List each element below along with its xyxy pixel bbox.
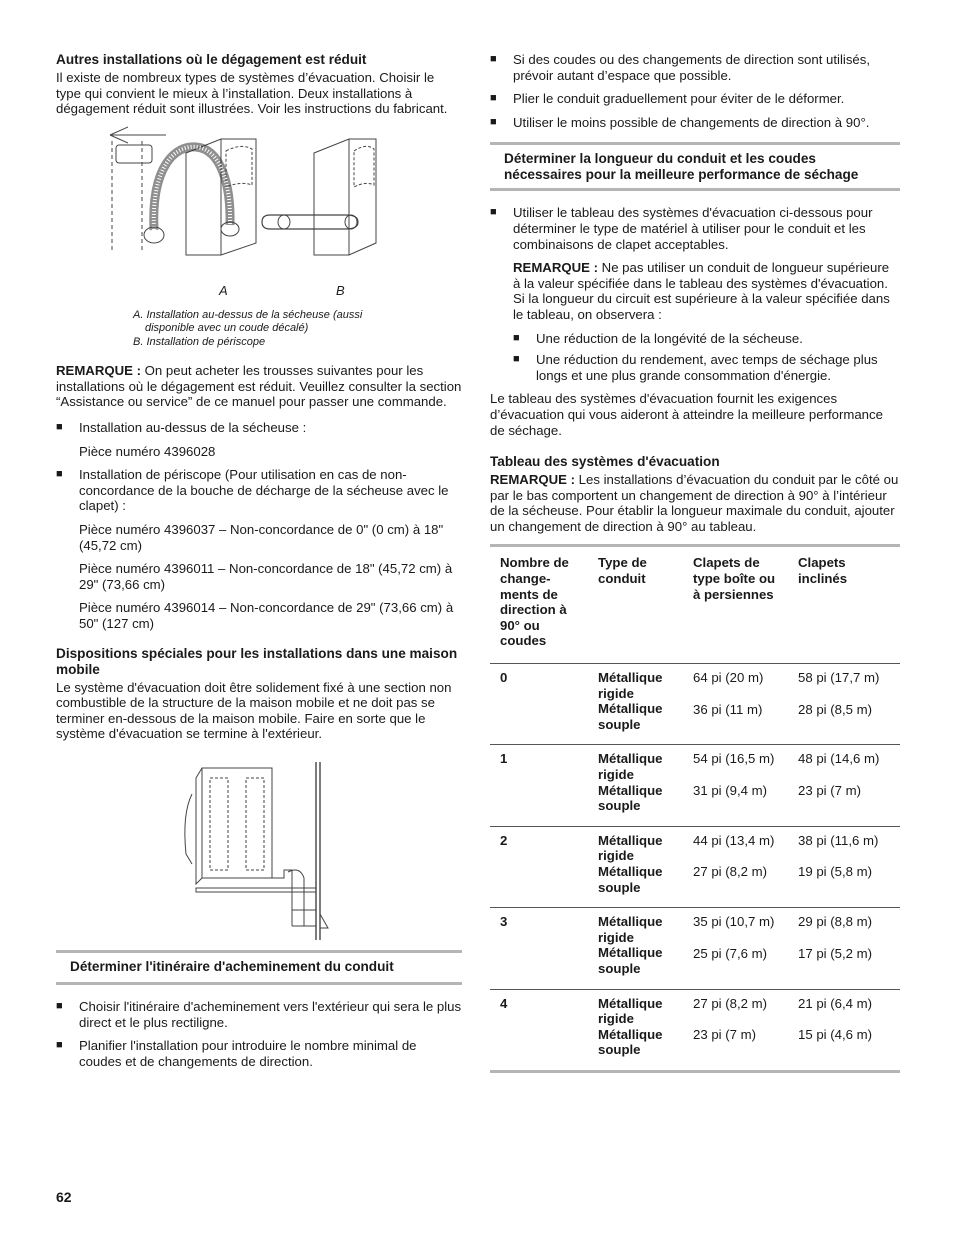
cell-box-hood [683,745,788,826]
cell-duct-type-value: Métallique souple [598,945,663,976]
cell-box-hood-value: 44 pi (13,4 m) [693,832,775,848]
mobile-home-illustration [56,754,462,940]
cell-elbows [490,745,588,826]
duct-length-list [490,205,900,383]
cell-duct-type-value: Métallique souple [598,863,663,895]
table-title: Tableau des systèmes d'évacuation [490,454,720,470]
cell-duct-type [588,989,683,1071]
cell-box-hood [683,989,788,1071]
section-banner-duct-route [56,950,462,985]
caption-a-line1: A. Installation au-dessus de la sécheuse (aussi [133,308,363,321]
cell-duct-type-value: Métallique rigide [598,914,663,945]
cell-elbows [490,908,588,989]
remark-length [513,260,900,322]
cell-elbows-value: 1 [500,751,508,767]
right-column [490,52,900,1073]
table-header-row [490,546,900,664]
cell-box-hood-value: 64 pi (20 m) [693,670,764,686]
list-item [490,205,900,383]
cell-elbows-value: 0 [500,670,508,686]
section-heading-reduced-clearance: Autres installations où le dégagement est réduit [56,52,367,67]
cell-box-hood-value: 36 pi (11 m) [693,701,763,717]
dryer-installation-drawing [56,125,462,305]
remark-label: REMARQUE : [56,363,141,379]
cell-elbows [490,826,588,907]
caption-a-line2: disponible avec un coude décalé) [145,322,309,335]
cell-angled-hood-value: 17 pi (5,2 m) [798,945,873,961]
list-item-text: ■ Utiliser le tableau des systèmes d'évacuation ci-dessous pour déterminer le type de matériel à utiliser pour le conduit et les combinaisons de clapet acceptables. [513,205,873,252]
figure-label-b: B [336,282,345,298]
figure-caption [133,309,462,350]
consequence-list [513,331,900,384]
cell-angled-hood-value: 28 pi (8,5 m) [798,701,873,717]
list-item: ■ Si des coudes ou des changements de direction sont utilisés, prévoir autant d’espace que possible. [490,52,900,83]
list-item: ■ Une réduction de la longévité de la sécheuse. [513,331,900,347]
remark-label: REMARQUE : [490,472,575,488]
cell-box-hood [683,664,788,745]
elbow-tips-list [490,52,900,130]
col-header-box-hood: Clapets de type boîte ou à persiennes [693,555,776,602]
list-item: ■ Une réduction du rendement, avec temps de séchage plus longs et une plus grande consommation d'énergie. [513,352,900,383]
list-item: ■ Installation de périscope (Pour utilisation en cas de non-concordance de la bouche de décharge de la sécheuse avec le clapet) : [56,467,462,514]
caption-b: B. Installation de périscope [133,335,266,348]
section-heading-duct-length: Déterminer la longueur du conduit et les coudes nécessaires pour la meilleure performance de séchage [504,151,859,183]
cell-angled-hood-value: 15 pi (4,6 m) [798,1027,873,1043]
cell-elbows [490,989,588,1071]
part-number: Pièce numéro 4396028 [79,443,216,459]
cell-elbows-value: 2 [500,832,508,848]
cell-elbows-value: 3 [500,914,508,930]
cell-elbows-value: 4 [500,995,508,1011]
cell-duct-type-value: Métallique rigide [598,670,663,701]
part-number: Pièce numéro 4396014 – Non-concordance de 29" (73,66 cm) à 50" (127 cm) [79,600,454,631]
col-header-angled-hood: Clapets inclinés [798,555,848,587]
clearance-illustration [56,125,462,305]
remark-kits [56,363,462,410]
cell-angled-hood-value: 38 pi (11,6 m) [798,832,879,848]
part-number: Pièce numéro 4396037 – Non-concordance de 0" (0 cm) à 18" (45,72 cm) [79,522,444,553]
list-item: ■ Planifier l'installation pour introduire le nombre minimal de coudes et de changements de direction. [56,1038,462,1069]
page-number: 62 [56,1189,72,1205]
cell-duct-type-value: Métallique souple [598,701,663,732]
route-list [56,999,462,1069]
remark-label: REMARQUE : [513,260,598,276]
cell-box-hood [683,908,788,989]
remark-text: On peut acheter les trousses suivantes pour les installations où le dégagement est réduit. Veuillez consulter la section “Assistance ou service” de ce manuel pour passer une commande. [56,363,462,410]
cell-box-hood-value: 27 pi (8,2 m) [693,995,768,1011]
cell-angled-hood-value: 48 pi (14,6 m) [798,751,880,767]
cell-box-hood-value: 25 pi (7,6 m) [693,945,768,961]
part-number: Pièce numéro 4396011 – Non-concordance de 18" (45,72 cm) à 29" (73,66 cm) [79,561,453,592]
section-heading-duct-route: Déterminer l'itinéraire d'acheminement du conduit [70,958,394,974]
cell-angled-hood [788,908,900,989]
cell-duct-type [588,826,683,907]
cell-angled-hood-value: 23 pi (7 m) [798,783,862,798]
cell-box-hood-value: 31 pi (9,4 m) [693,783,768,798]
cell-duct-type-value: Métallique souple [598,1026,663,1058]
cell-duct-type-value: Métallique rigide [598,832,663,864]
left-column [56,52,462,1077]
col-header-duct-type: Type de conduit [598,555,647,587]
remark-table [490,472,900,534]
cell-box-hood-value: 35 pi (10,7 m) [693,914,775,930]
cell-angled-hood [788,745,900,826]
kit-list-2 [56,467,462,514]
cell-duct-type-value: Métallique rigide [598,995,663,1027]
cell-box-hood-value: 23 pi (7 m) [693,1027,757,1043]
cell-duct-type-value: Métallique rigide [598,751,663,782]
cell-elbows [490,664,588,745]
table-row [490,826,900,907]
table-row [490,745,900,826]
table-intro: Le tableau des systèmes d'évacuation fournit les exigences d’évacuation qui vous aideront à atteindre la meilleure performance de séchage. [490,391,883,438]
table-row [490,664,900,745]
venting-table [490,544,900,1072]
section-heading-mobile-home: Dispositions spéciales pour les installations dans une maison mobile [56,645,458,677]
cell-angled-hood-value: 19 pi (5,8 m) [798,864,873,880]
list-item: ■ Plier le conduit graduellement pour éviter de le déformer. [490,91,900,107]
remark-text: Les installations d’évacuation du conduit par le côté ou par le bas comportent un changement de direction à 90° à l’intérieur de la sécheuse. Pour établir la longueur maximale du conduit, ajouter un changement de direction à 90° au tableau. [490,472,899,534]
cell-angled-hood [788,989,900,1071]
cell-box-hood-value: 54 pi (16,5 m) [693,751,775,767]
remark-text: Ne pas utiliser un conduit de longueur supérieure à la valeur spécifiée dans le tableau des systèmes d'évacuation. Si la longueur du circuit est supérieure à la valeur spécifiée dans le tableau, on observera : [513,260,890,322]
cell-angled-hood-value: 58 pi (17,7 m) [798,670,880,686]
kit-list [56,420,462,436]
cell-duct-type [588,745,683,826]
section-body: Il existe de nombreux types de systèmes d’évacuation. Choisir le type qui convient le mieux à l’installation. Deux installations à dégagement réduit sont illustrées. Voir les instructions du fabricant. [56,70,448,117]
cell-box-hood-value: 27 pi (8,2 m) [693,864,768,880]
list-item: ■ Choisir l'itinéraire d'acheminement vers l'extérieur qui sera le plus direct et le plus rectiligne. [56,999,462,1030]
cell-duct-type [588,664,683,745]
list-item: ■ Utiliser le moins possible de changements de direction à 90°. [490,115,900,131]
cell-angled-hood-value: 21 pi (6,4 m) [798,995,873,1011]
cell-angled-hood [788,826,900,907]
table-row [490,908,900,989]
figure-label-a: A [219,282,228,298]
list-item: ■ Installation au-dessus de la sécheuse : [56,420,462,436]
mobile-home-drawing [56,754,462,940]
section-banner-duct-length [490,142,900,191]
cell-duct-type-value: Métallique souple [598,782,663,814]
cell-angled-hood-value: 29 pi (8,8 m) [798,914,873,930]
table-row [490,989,900,1071]
col-header-elbows: Nombre de change-ments de direction à 90° ou coudes [500,555,569,649]
section-body: Le système d'évacuation doit être solidement fixé à une section non combustible de la structure de la maison mobile et ne doit pas se terminer en-dessous de la maison mobile. Faire en sorte que le système d'évacuation se termine à l'extérieur. [56,679,452,742]
cell-box-hood [683,826,788,907]
cell-duct-type [588,908,683,989]
cell-angled-hood [788,664,900,745]
